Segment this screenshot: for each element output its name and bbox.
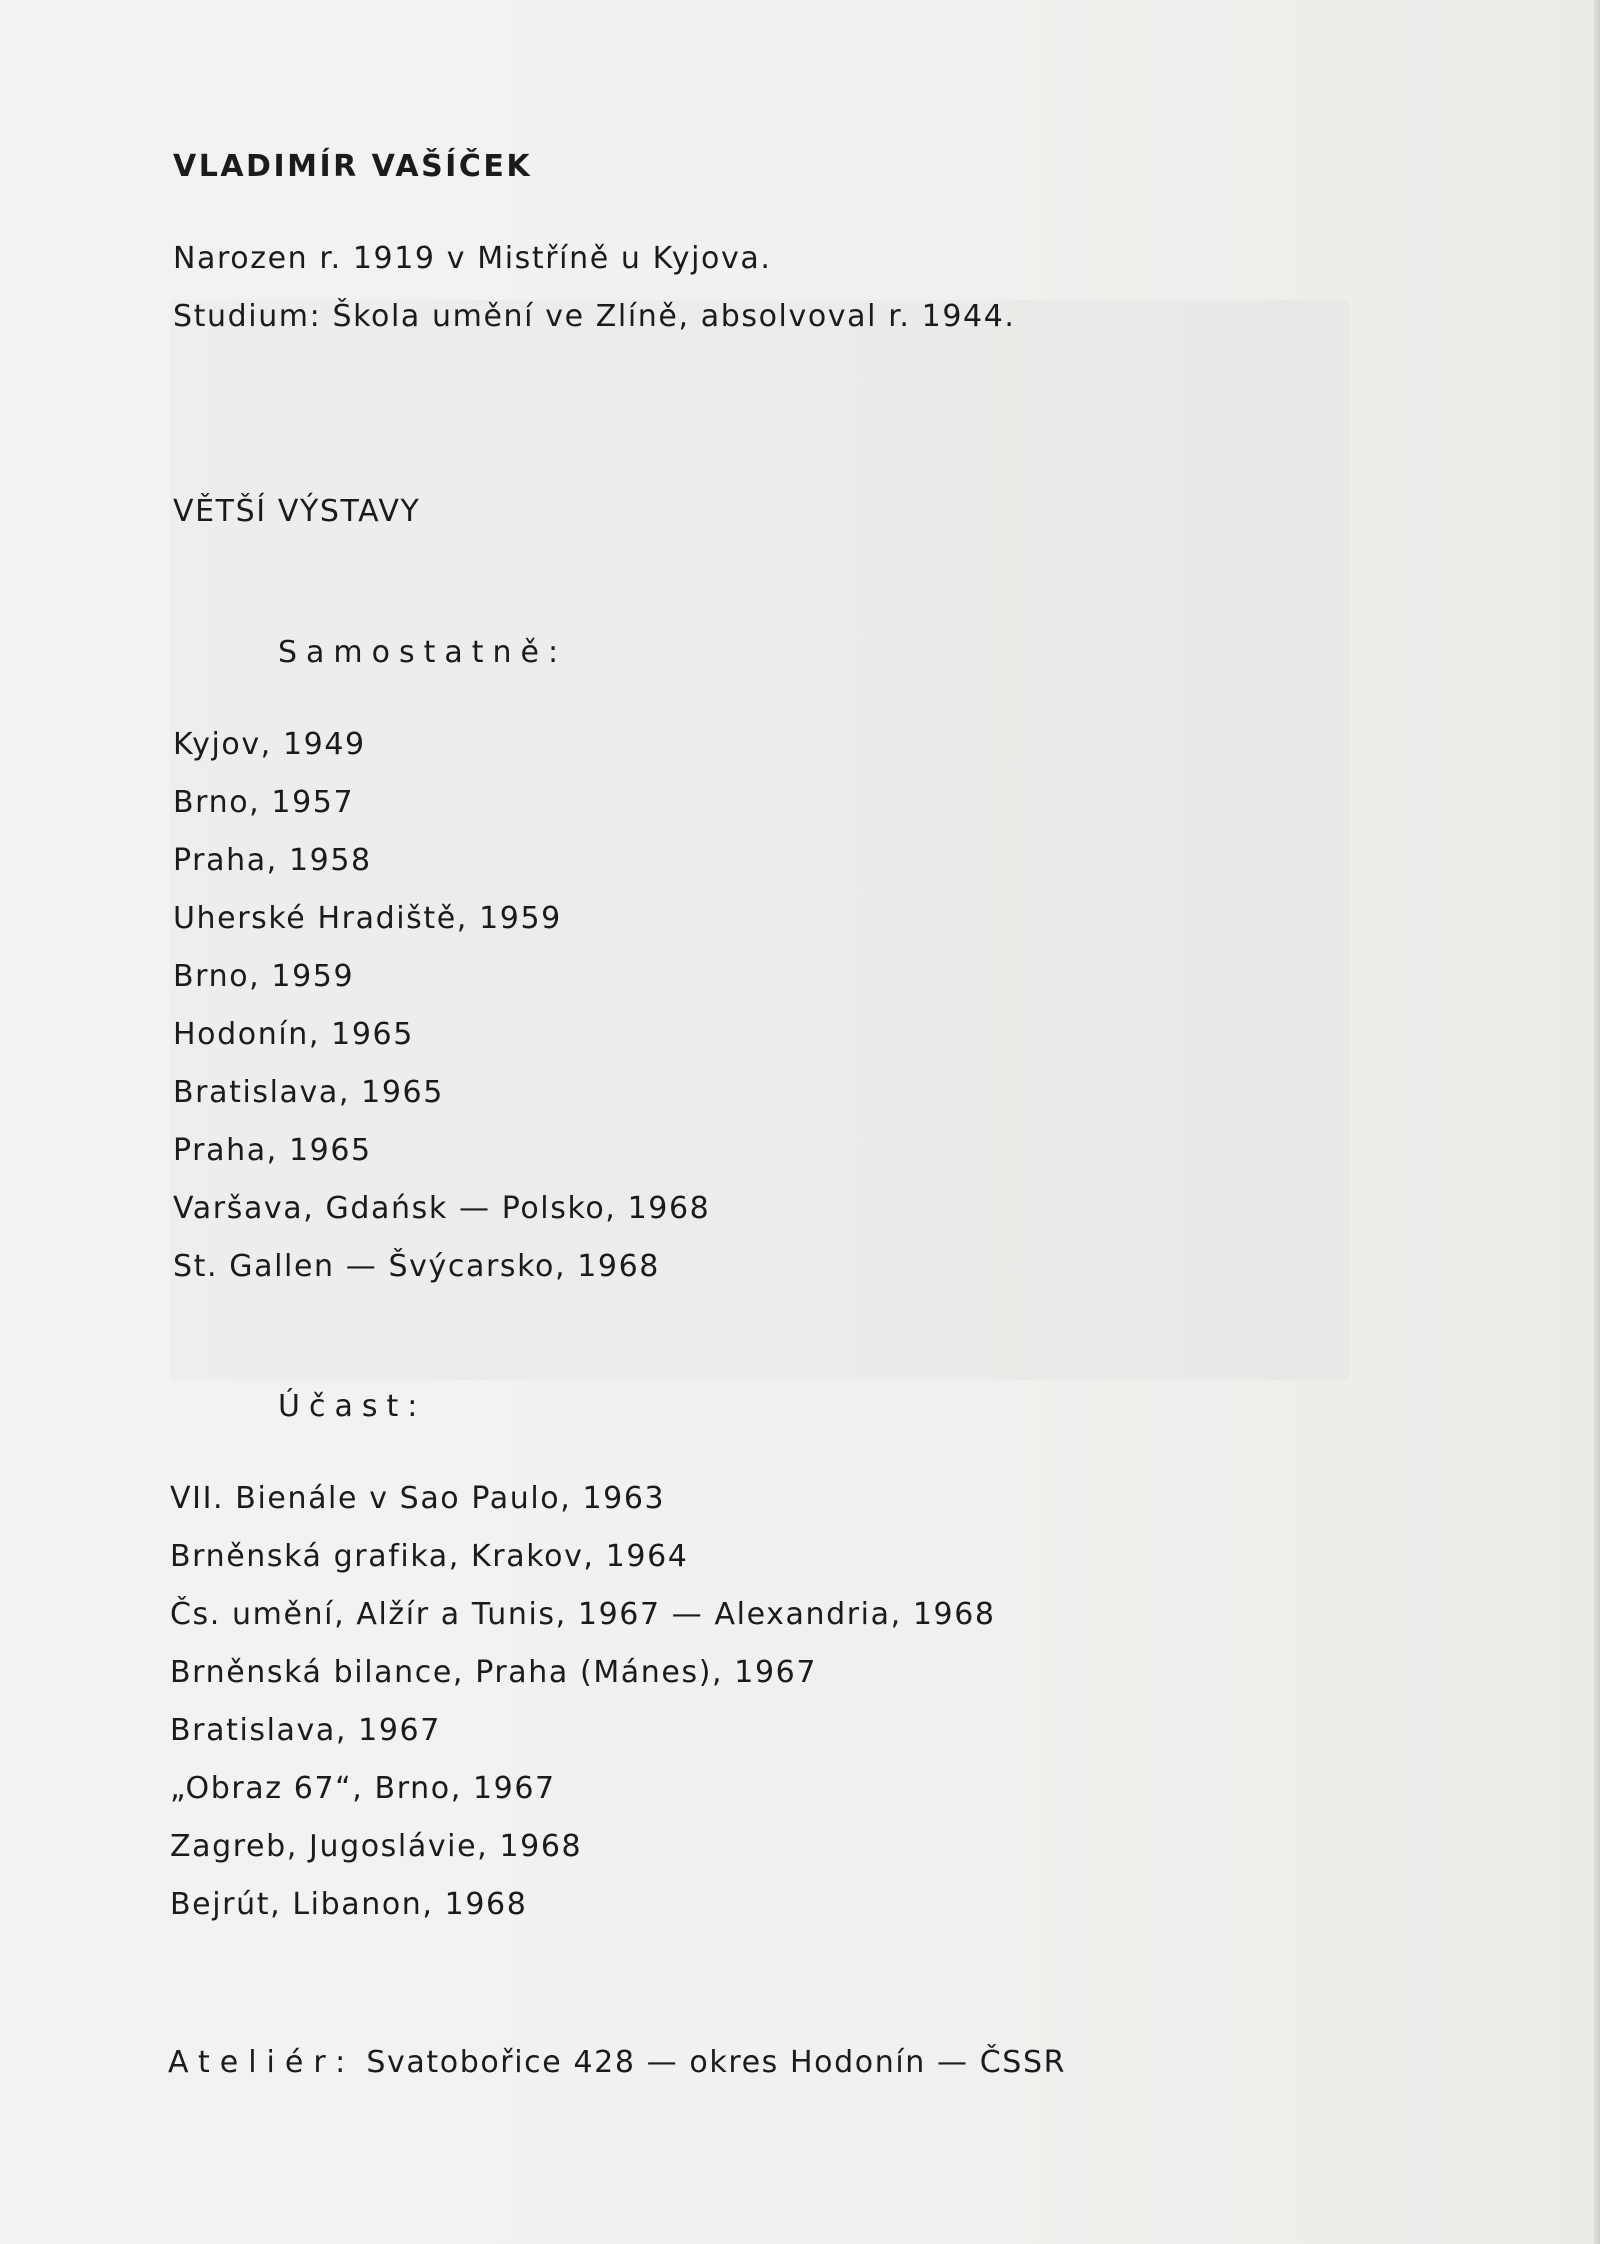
list-item: Bratislava, 1967 xyxy=(170,1713,441,1748)
list-item: Varšava, Gdańsk — Polsko, 1968 xyxy=(173,1191,711,1226)
list-item: VII. Bienále v Sao Paulo, 1963 xyxy=(170,1481,666,1516)
list-item: Praha, 1965 xyxy=(173,1133,372,1168)
list-item: Praha, 1958 xyxy=(173,843,372,878)
group-label: Účast: xyxy=(278,1389,427,1424)
list-item: Uherské Hradiště, 1959 xyxy=(173,901,562,936)
list-item: Brno, 1957 xyxy=(173,785,355,820)
artist-name-heading: VLADIMÍR VAŠÍČEK xyxy=(173,149,533,184)
page-edge xyxy=(1594,0,1600,2244)
list-item: Bratislava, 1965 xyxy=(173,1075,444,1110)
list-item: St. Gallen — Švýcarsko, 1968 xyxy=(173,1249,660,1284)
list-item: Bejrút, Libanon, 1968 xyxy=(170,1887,528,1922)
list-item: Kyjov, 1949 xyxy=(173,727,366,762)
list-item: Brno, 1959 xyxy=(173,959,355,994)
exhibitions-heading: VĚTŠÍ VÝSTAVY xyxy=(173,494,421,529)
studio-address: Svatobořice 428 — okres Hodonín — ČSSR xyxy=(366,2045,1067,2080)
list-item: „Obraz 67“, Brno, 1967 xyxy=(170,1771,556,1806)
solo-exhibition-list xyxy=(173,727,711,1310)
list-item: Brněnská bilance, Praha (Mánes), 1967 xyxy=(170,1655,818,1690)
group-exhibition-list xyxy=(170,1481,996,1948)
bio-birth: Narozen r. 1919 v Mistříně u Kyjova. xyxy=(173,241,772,276)
solo-label: Samostatně: xyxy=(278,635,568,670)
studio-line xyxy=(168,2045,1067,2080)
bio-studies: Studium: Škola umění ve Zlíně, absolvoval r. 1944. xyxy=(173,299,1016,334)
list-item: Hodonín, 1965 xyxy=(173,1017,414,1052)
list-item: Zagreb, Jugoslávie, 1968 xyxy=(170,1829,583,1864)
list-item: Brněnská grafika, Krakov, 1964 xyxy=(170,1539,689,1574)
list-item: Čs. umění, Alžír a Tunis, 1967 — Alexandria, 1968 xyxy=(170,1597,996,1632)
studio-label: Ateliér: xyxy=(168,2045,356,2080)
